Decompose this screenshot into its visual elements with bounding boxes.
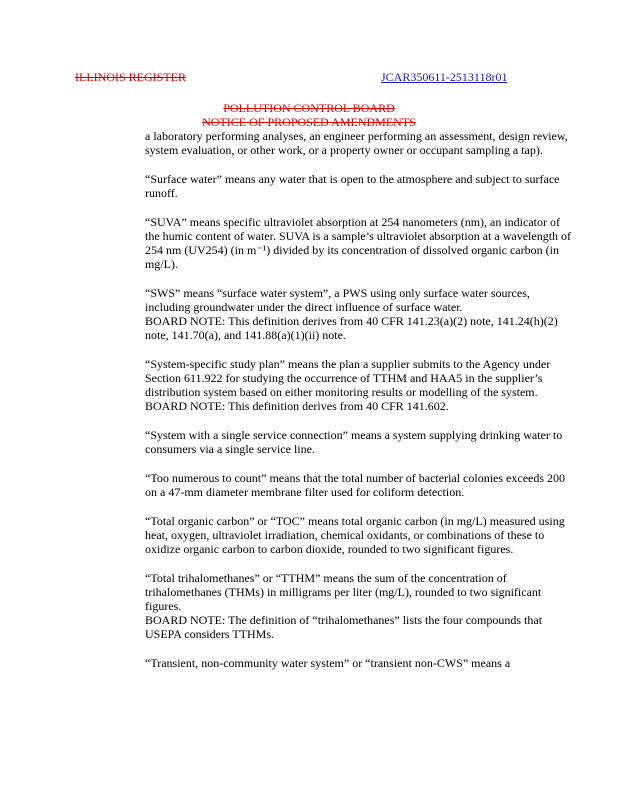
definition-sws bbox=[145, 286, 575, 342]
paragraph-text: “SUVA” means specific ultraviolet absorption at 254 nanometers (nm), an indicator of the humic content of water. SUVA is a sample’s ultraviolet absorption at a wavelength of 254 nm (UV254) (in m⁻¹) divided by its concentration of dissolved organic carbon (in mg/L). bbox=[145, 215, 572, 271]
definition-surface-water bbox=[145, 172, 575, 200]
paragraph-text: a laboratory performing analyses, an engineer performing an assessment, design review, system evaluation, or other work, or a property owner or occupant sampling a tap). bbox=[145, 129, 568, 157]
paragraph-text: “SWS” means “surface water system”, a PWS using only surface water sources, including groundwater under the direct influence of surface water. bbox=[145, 286, 530, 314]
paragraph-text: “Surface water” means any water that is open to the atmosphere and subject to surface runoff. bbox=[145, 172, 560, 200]
paragraph-text: “Total trihalomethanes” or “TTHM” means the sum of the concentration of trihalomethanes (THMs) in milligrams per liter (mg/L), rounded to two significant figures. bbox=[145, 571, 542, 613]
board-note: BOARD NOTE: This definition derives from 40 CFR 141.23(a)(2) note, 141.24(h)(2) note, 141.70(a), and 141.88(a)(1)(ii) note. bbox=[145, 314, 558, 342]
board-note: BOARD NOTE: This definition derives from 40 CFR 141.602. bbox=[145, 399, 449, 413]
document-id: JCAR350611-2513118r01 bbox=[381, 70, 508, 84]
paragraph bbox=[145, 129, 575, 157]
definition-single-service-connection bbox=[145, 428, 575, 456]
paragraph-text: “System-specific study plan” means the plan a supplier submits to the Agency under Section 611.922 for studying the occurrence of TTHM and HAA5 in the supplier’s distribution system based on either monitoring results or modelling of the system. bbox=[145, 357, 551, 399]
definition-system-specific-study-plan bbox=[145, 357, 575, 413]
document-body bbox=[145, 129, 575, 685]
definition-suva bbox=[145, 215, 575, 271]
paragraph-text: “Total organic carbon” or “TOC” means total organic carbon (in mg/L) measured using heat, oxygen, ultraviolet irradiation, chemical oxidants, or combinations of these to oxidize organic carbon to carbon dioxide, rounded to two significant figures. bbox=[145, 514, 565, 556]
paragraph-text: “Transient, non-community water system” or “transient non-CWS” means a bbox=[145, 656, 511, 670]
definition-toc bbox=[145, 514, 575, 556]
definition-too-numerous-to-count bbox=[145, 471, 575, 499]
definition-tthm bbox=[145, 571, 575, 641]
definition-transient-ncws bbox=[145, 656, 575, 670]
notice-title: NOTICE OF PROPOSED AMENDMENTS bbox=[202, 115, 416, 129]
paragraph-text: “System with a single service connection” means a system supplying drinking water to consumers via a single service line. bbox=[145, 428, 563, 456]
register-header: ILLINOIS REGISTER bbox=[75, 70, 186, 84]
board-title: POLLUTION CONTROL BOARD bbox=[223, 101, 395, 115]
board-note: BOARD NOTE: The definition of “trihalomethanes” lists the four compounds that USEPA considers TTHMs. bbox=[145, 613, 543, 641]
paragraph-text: “Too numerous to count” means that the total number of bacterial colonies exceeds 200 on a 47-mm diameter membrane filter used for coliform detection. bbox=[145, 471, 566, 499]
